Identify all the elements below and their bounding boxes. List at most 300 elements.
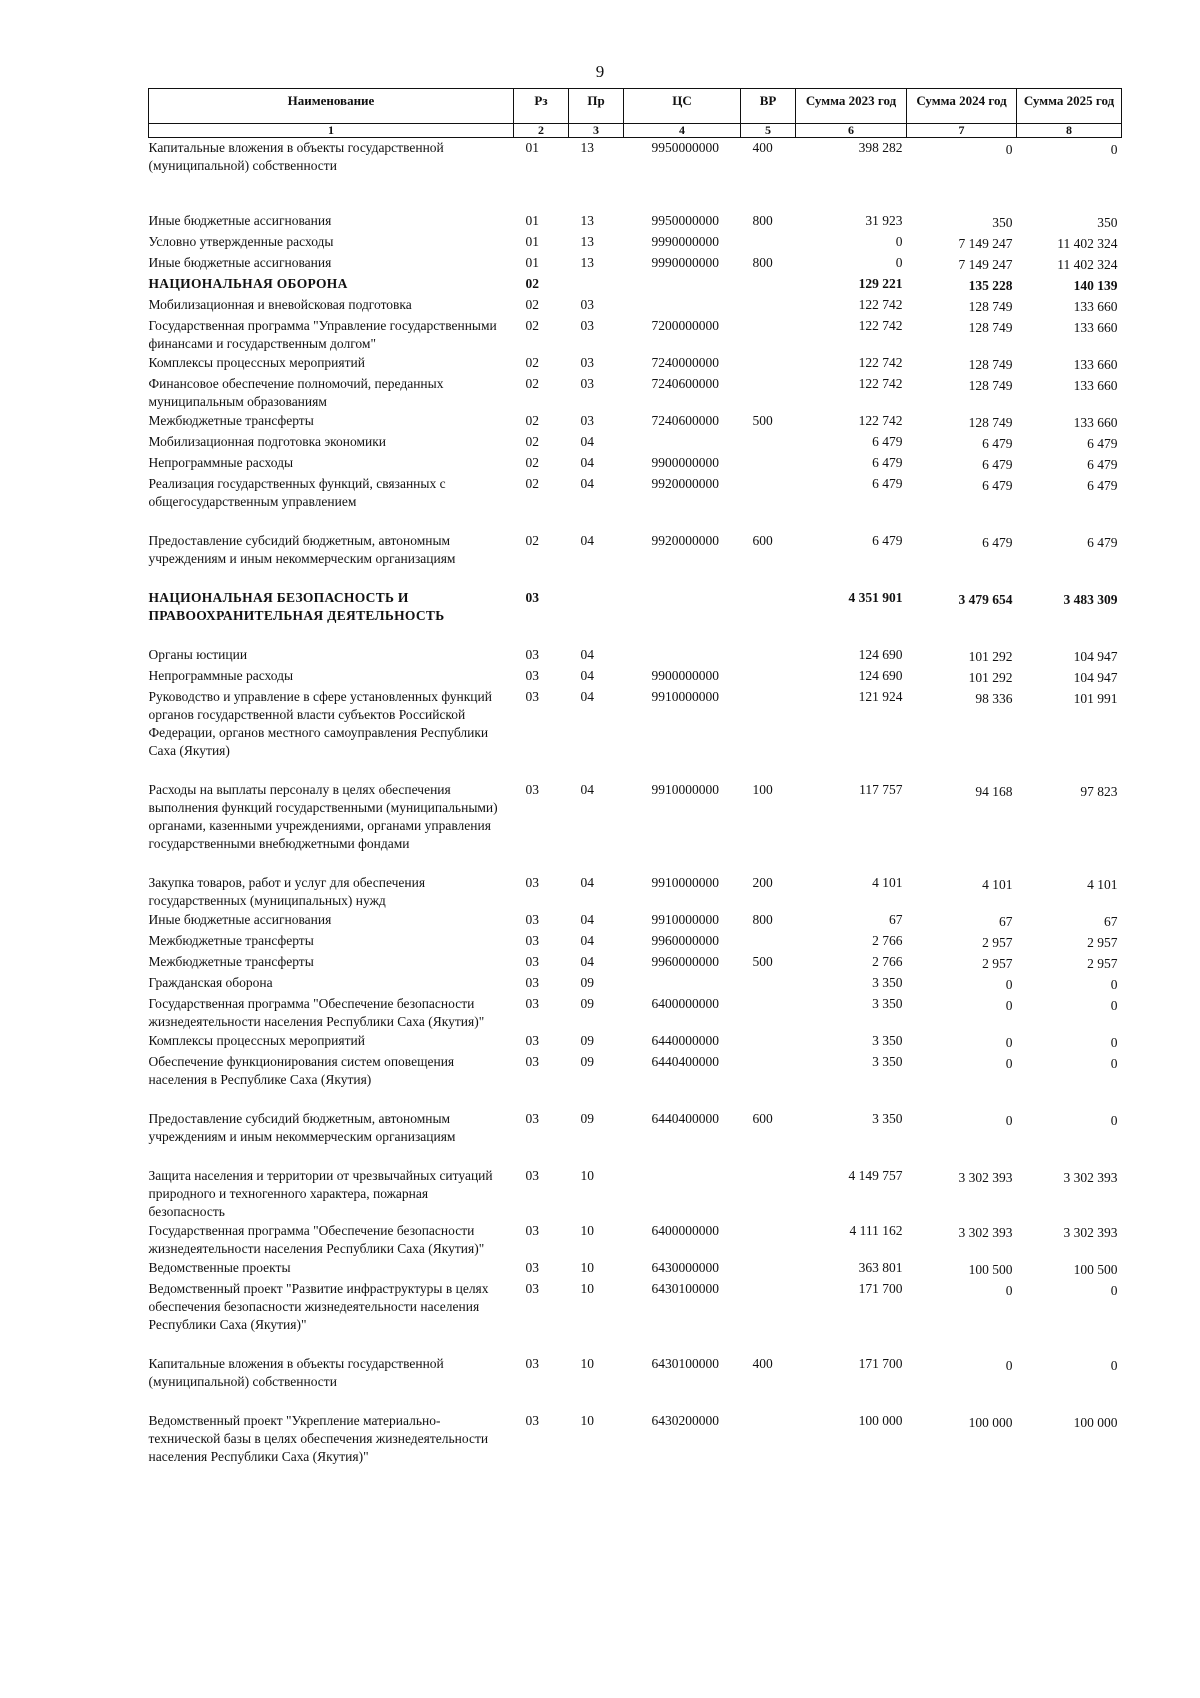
row-sum-2023: 100 000 [858,1413,903,1428]
row-rz: 02 [525,434,539,449]
row-vr [741,973,796,994]
row-sum-2025: 133 660 [1073,320,1118,335]
row-name: Государственная программа "Обеспечение безопасности жизнедеятельности населения Республики Саха (Якутия)" [148,996,485,1029]
row-sum-2024: 0 [1005,977,1013,992]
row-pr: 04 [580,455,594,470]
row-name: Расходы на выплаты персоналу в целях обеспечения выполнения функций государственными (муниципальными) органами, казенными учреждениями, органами управления государственными внебюджетными фондами [148,782,498,851]
table-row [149,1052,1122,1109]
row-vr [741,274,796,295]
row-sum-2024: 6 479 [982,457,1013,472]
row-vr: 400 [752,1356,773,1371]
row-sum-2024: 0 [1005,998,1013,1013]
row-cs: 7200000000 [651,318,719,333]
column-number: 2 [514,124,569,138]
row-sum-2025: 67 [1104,914,1118,929]
row-vr [741,645,796,666]
table-row [149,274,1122,295]
row-name: Органы юстиции [148,647,248,662]
row-sum-2025: 6 479 [1087,478,1118,493]
row-vr [741,687,796,780]
row-sum-2024: 350 [992,215,1013,230]
row-name: Ведомственные проекты [148,1260,291,1275]
row-sum-2024: 3 479 654 [958,592,1013,607]
row-name: Гражданская оборона [148,975,273,990]
row-name: Капитальные вложения в объекты государственной (муниципальной) собственности [148,140,444,173]
row-vr [741,232,796,253]
row-name: Защита населения и территории от чрезвычайных ситуаций природного и техногенного характера, пожарная безопасность [148,1168,493,1219]
row-rz: 03 [525,875,539,890]
row-pr: 03 [580,413,594,428]
table-row [149,994,1122,1031]
row-name: Ведомственный проект "Развитие инфраструктуры в целях обеспечения безопасности жизнедеятельности населения Республики Саха (Якутия)" [148,1281,489,1332]
row-vr [741,1258,796,1279]
row-sum-2024: 101 292 [968,670,1013,685]
row-pr: 03 [580,297,594,312]
row-sum-2024: 128 749 [968,415,1013,430]
row-sum-2024: 0 [1005,142,1013,157]
row-name: Комплексы процессных мероприятий [148,355,365,370]
row-cs [624,973,741,994]
column-number-row [149,124,1122,138]
row-pr: 04 [580,933,594,948]
row-cs: 9920000000 [651,476,719,491]
column-number: 3 [569,124,624,138]
column-number: 7 [907,124,1017,138]
row-pr: 13 [580,213,594,228]
table-row [149,645,1122,666]
row-rz: 02 [525,276,539,291]
budget-table [148,88,1122,1466]
table-row [149,411,1122,432]
table-row [149,531,1122,588]
row-name: Мобилизационная и вневойсковая подготовка [148,297,412,312]
row-cs: 9910000000 [651,782,719,797]
row-sum-2023: 4 351 901 [848,590,903,605]
table-row [149,316,1122,353]
row-sum-2025: 133 660 [1073,415,1118,430]
row-name: НАЦИОНАЛЬНАЯ БЕЗОПАСНОСТЬ И ПРАВООХРАНИТЕЛЬНАЯ ДЕЯТЕЛЬНОСТЬ [148,590,445,623]
table-row [149,931,1122,952]
row-sum-2025: 0 [1110,1056,1118,1071]
row-sum-2023: 2 766 [872,933,903,948]
row-sum-2024: 100 000 [968,1415,1013,1430]
table-row [149,253,1122,274]
row-pr: 04 [580,434,594,449]
row-vr [741,316,796,353]
row-pr: 09 [580,996,594,1011]
row-sum-2023: 3 350 [872,1054,903,1069]
row-pr: 04 [580,782,594,797]
row-sum-2025: 133 660 [1073,357,1118,372]
row-sum-2024: 101 292 [968,649,1013,664]
row-pr: 10 [580,1356,594,1371]
row-rz: 01 [525,255,539,270]
row-sum-2024: 0 [1005,1113,1013,1128]
row-rz: 03 [525,1111,539,1126]
row-cs: 9910000000 [651,912,719,927]
row-sum-2023: 0 [895,234,903,249]
row-pr: 04 [580,912,594,927]
column-number: 1 [149,124,514,138]
row-rz: 02 [525,455,539,470]
table-row [149,1411,1122,1466]
row-vr [741,353,796,374]
header-rz: Рз [514,89,569,124]
row-sum-2024: 3 302 393 [958,1170,1013,1185]
table-row [149,211,1122,232]
row-sum-2023: 6 479 [872,434,903,449]
row-name: Непрограммные расходы [148,455,294,470]
row-pr: 10 [580,1413,594,1428]
row-sum-2024: 98 336 [975,691,1013,706]
column-number: 5 [741,124,796,138]
row-cs: 6400000000 [651,1223,719,1238]
row-sum-2025: 2 957 [1087,956,1118,971]
row-sum-2025: 101 991 [1073,691,1118,706]
row-rz: 03 [525,647,539,662]
row-name: Обеспечение функционирования систем оповещения населения в Республике Саха (Якутия) [148,1054,455,1087]
row-sum-2023: 117 757 [859,782,903,797]
table-row [149,1031,1122,1052]
row-rz: 03 [525,1413,539,1428]
table-row [149,1279,1122,1354]
column-number: 6 [796,124,907,138]
header-sum-2023: Сумма 2023 год [796,89,907,124]
row-pr: 10 [580,1168,594,1183]
row-name: Мобилизационная подготовка экономики [148,434,387,449]
row-rz: 02 [525,297,539,312]
table-row [149,138,1122,212]
row-name: Комплексы процессных мероприятий [148,1033,365,1048]
row-rz: 03 [525,782,539,797]
row-vr [741,1221,796,1258]
row-sum-2023: 67 [889,912,903,927]
row-sum-2024: 0 [1005,1283,1013,1298]
row-cs: 9920000000 [651,533,719,548]
row-cs: 6430100000 [651,1356,719,1371]
row-sum-2024: 135 228 [968,278,1013,293]
row-sum-2025: 6 479 [1087,535,1118,550]
row-rz: 03 [525,1260,539,1275]
row-rz: 03 [525,1168,539,1183]
table-row [149,687,1122,780]
row-vr: 800 [752,255,773,270]
row-name: Капитальные вложения в объекты государственной (муниципальной) собственности [148,1356,444,1389]
row-pr: 04 [580,954,594,969]
table-row [149,474,1122,531]
row-pr: 09 [580,1033,594,1048]
row-sum-2024: 2 957 [982,935,1013,950]
row-sum-2023: 121 924 [858,689,903,704]
row-sum-2023: 6 479 [872,455,903,470]
row-sum-2024: 6 479 [982,535,1013,550]
row-rz: 01 [525,213,539,228]
row-name: Межбюджетные трансферты [148,933,314,948]
row-sum-2025: 0 [1110,1358,1118,1373]
row-cs: 9950000000 [651,213,719,228]
row-sum-2023: 3 350 [872,1111,903,1126]
row-name: Непрограммные расходы [148,668,294,683]
row-vr [741,666,796,687]
table-row [149,353,1122,374]
row-pr: 10 [580,1223,594,1238]
row-pr: 10 [580,1260,594,1275]
row-pr: 09 [580,1054,594,1069]
row-sum-2023: 363 801 [858,1260,903,1275]
row-rz: 02 [525,533,539,548]
row-sum-2024: 7 149 247 [958,236,1013,251]
row-rz: 03 [525,996,539,1011]
row-sum-2023: 122 742 [858,297,903,312]
row-rz: 03 [525,1033,539,1048]
table-row [149,295,1122,316]
row-rz: 02 [525,413,539,428]
row-cs: 9900000000 [651,455,719,470]
row-rz: 03 [525,975,539,990]
row-name: Условно утвержденные расходы [148,234,334,249]
row-name: Ведомственный проект "Укрепление материально-технической базы в целях обеспечения жизнедеятельности населения Республики Саха (Якутия)" [148,1413,489,1464]
row-sum-2023: 3 350 [872,975,903,990]
row-sum-2024: 128 749 [968,378,1013,393]
row-rz: 03 [525,689,539,704]
row-sum-2025: 140 139 [1073,278,1118,293]
row-pr: 09 [580,1111,594,1126]
header-vr: ВР [741,89,796,124]
row-sum-2023: 6 479 [872,533,903,548]
table-row [149,1258,1122,1279]
row-sum-2025: 4 101 [1087,877,1118,892]
row-pr: 04 [580,533,594,548]
row-sum-2024: 6 479 [982,478,1013,493]
row-vr [741,588,796,645]
row-rz: 02 [525,355,539,370]
row-cs: 9900000000 [651,668,719,683]
row-sum-2025: 104 947 [1073,670,1118,685]
row-vr: 400 [752,140,773,155]
row-sum-2023: 3 350 [872,1033,903,1048]
row-sum-2024: 128 749 [968,320,1013,335]
row-sum-2025: 3 302 393 [1063,1170,1118,1185]
row-sum-2024: 3 302 393 [958,1225,1013,1240]
row-rz: 03 [525,1223,539,1238]
row-vr: 800 [752,912,773,927]
row-rz: 01 [525,234,539,249]
header-name: Наименование [149,89,514,124]
table-row [149,432,1122,453]
row-sum-2025: 133 660 [1073,378,1118,393]
row-cs: 9990000000 [651,234,719,249]
row-vr [741,432,796,453]
table-row [149,873,1122,910]
row-cs: 6430200000 [651,1413,719,1428]
row-name: Государственная программа "Управление государственными финансами и государственным долгом" [148,318,497,351]
row-sum-2025: 97 823 [1080,784,1118,799]
row-sum-2023: 122 742 [858,376,903,391]
table-row [149,952,1122,973]
row-vr: 600 [752,1111,773,1126]
row-sum-2023: 3 350 [872,996,903,1011]
row-rz: 03 [525,590,539,605]
row-sum-2023: 2 766 [872,954,903,969]
column-number: 8 [1017,124,1122,138]
table-body [149,138,1122,1467]
row-name: Межбюджетные трансферты [148,413,314,428]
row-name: Иные бюджетные ассигнования [148,213,332,228]
row-sum-2023: 171 700 [858,1356,903,1371]
row-cs: 7240000000 [651,355,719,370]
row-sum-2024: 4 101 [982,877,1013,892]
row-sum-2023: 0 [895,255,903,270]
row-rz: 02 [525,376,539,391]
row-name: Предоставление субсидий бюджетным, автономным учреждениям и иным некоммерческим организациям [148,1111,456,1144]
table-row [149,1221,1122,1258]
row-sum-2025: 2 957 [1087,935,1118,950]
row-cs: 6440000000 [651,1033,719,1048]
row-sum-2023: 122 742 [858,413,903,428]
row-pr [569,588,624,645]
row-sum-2024: 0 [1005,1056,1013,1071]
row-rz: 03 [525,954,539,969]
row-sum-2025: 100 500 [1073,1262,1118,1277]
row-vr [741,1166,796,1221]
table-row [149,1354,1122,1411]
row-name: Межбюджетные трансферты [148,954,314,969]
row-sum-2025: 350 [1097,215,1118,230]
row-pr: 03 [580,355,594,370]
row-cs: 6440400000 [651,1111,719,1126]
row-sum-2025: 0 [1110,1035,1118,1050]
row-sum-2023: 4 111 162 [849,1223,903,1238]
row-vr [741,295,796,316]
row-sum-2023: 4 101 [872,875,903,890]
table-row [149,910,1122,931]
row-sum-2023: 124 690 [858,668,903,683]
row-sum-2024: 128 749 [968,299,1013,314]
row-sum-2025: 133 660 [1073,299,1118,314]
row-sum-2024: 128 749 [968,357,1013,372]
table-row [149,232,1122,253]
row-vr [741,994,796,1031]
row-vr: 800 [752,213,773,228]
row-rz: 03 [525,1054,539,1069]
row-cs [624,432,741,453]
row-sum-2024: 94 168 [975,784,1013,799]
row-pr: 03 [580,318,594,333]
row-sum-2024: 2 957 [982,956,1013,971]
page-number: 9 [595,62,605,81]
row-rz: 03 [525,668,539,683]
row-sum-2025: 104 947 [1073,649,1118,664]
row-vr [741,474,796,531]
row-cs: 9960000000 [651,954,719,969]
table-row [149,588,1122,645]
row-sum-2023: 31 923 [865,213,903,228]
row-name: Руководство и управление в сфере установленных функций органов государственной власти субъектов Российской Федерации, органов местного самоуправления Республики Саха (Якутия) [148,689,492,758]
row-sum-2025: 3 302 393 [1063,1225,1118,1240]
row-sum-2025: 0 [1110,142,1118,157]
header-pr: Пр [569,89,624,124]
row-name: Предоставление субсидий бюджетным, автономным учреждениям и иным некоммерческим организациям [148,533,456,566]
row-vr: 500 [752,413,773,428]
row-pr: 04 [580,689,594,704]
row-pr: 13 [580,234,594,249]
row-sum-2024: 0 [1005,1358,1013,1373]
row-pr: 13 [580,140,594,155]
table-row [149,666,1122,687]
row-vr: 500 [752,954,773,969]
row-rz: 03 [525,1281,539,1296]
row-sum-2025: 0 [1110,977,1118,992]
header-sum-2024: Сумма 2024 год [907,89,1017,124]
row-vr [741,931,796,952]
row-sum-2023: 6 479 [872,476,903,491]
row-cs: 9990000000 [651,255,719,270]
row-sum-2023: 122 742 [858,355,903,370]
row-sum-2024: 100 500 [968,1262,1013,1277]
row-vr [741,1411,796,1466]
table-row [149,1166,1122,1221]
row-rz: 02 [525,476,539,491]
table-row [149,973,1122,994]
row-vr [741,453,796,474]
row-sum-2023: 122 742 [858,318,903,333]
table-row [149,780,1122,873]
row-sum-2023: 171 700 [858,1281,903,1296]
row-sum-2024: 67 [999,914,1013,929]
row-sum-2025: 11 402 324 [1057,236,1118,251]
row-sum-2024: 7 149 247 [958,257,1013,272]
row-sum-2024: 6 479 [982,436,1013,451]
row-cs: 7240600000 [651,413,719,428]
row-pr: 13 [580,255,594,270]
row-sum-2025: 100 000 [1073,1415,1118,1430]
row-cs: 6400000000 [651,996,719,1011]
row-rz: 03 [525,1356,539,1371]
row-vr [741,1279,796,1354]
row-name: Финансовое обеспечение полномочий, переданных муниципальным образованиям [148,376,444,409]
row-rz: 02 [525,318,539,333]
row-cs [624,588,741,645]
row-pr: 04 [580,875,594,890]
row-name: Закупка товаров, работ и услуг для обеспечения государственных (муниципальных) нужд [148,875,426,908]
row-cs: 6430100000 [651,1281,719,1296]
row-sum-2025: 6 479 [1087,457,1118,472]
header-cs: ЦС [624,89,741,124]
row-vr: 200 [752,875,773,890]
row-name: НАЦИОНАЛЬНАЯ ОБОРОНА [148,276,348,291]
row-sum-2023: 129 221 [858,276,903,291]
row-vr [741,374,796,411]
row-rz: 03 [525,912,539,927]
row-pr: 09 [580,975,594,990]
row-rz: 03 [525,933,539,948]
column-number: 4 [624,124,741,138]
row-name: Иные бюджетные ассигнования [148,912,332,927]
row-pr: 10 [580,1281,594,1296]
row-rz: 01 [525,140,539,155]
row-pr: 04 [580,476,594,491]
row-sum-2023: 398 282 [858,140,903,155]
row-cs: 6430000000 [651,1260,719,1275]
row-cs [624,295,741,316]
row-pr: 04 [580,647,594,662]
row-cs [624,1166,741,1221]
row-cs: 9960000000 [651,933,719,948]
row-name: Иные бюджетные ассигнования [148,255,332,270]
row-name: Реализация государственных функций, связанных с общегосударственным управлением [148,476,446,509]
row-cs: 6440400000 [651,1054,719,1069]
row-name: Государственная программа "Обеспечение безопасности жизнедеятельности населения Республики Саха (Якутия)" [148,1223,485,1256]
